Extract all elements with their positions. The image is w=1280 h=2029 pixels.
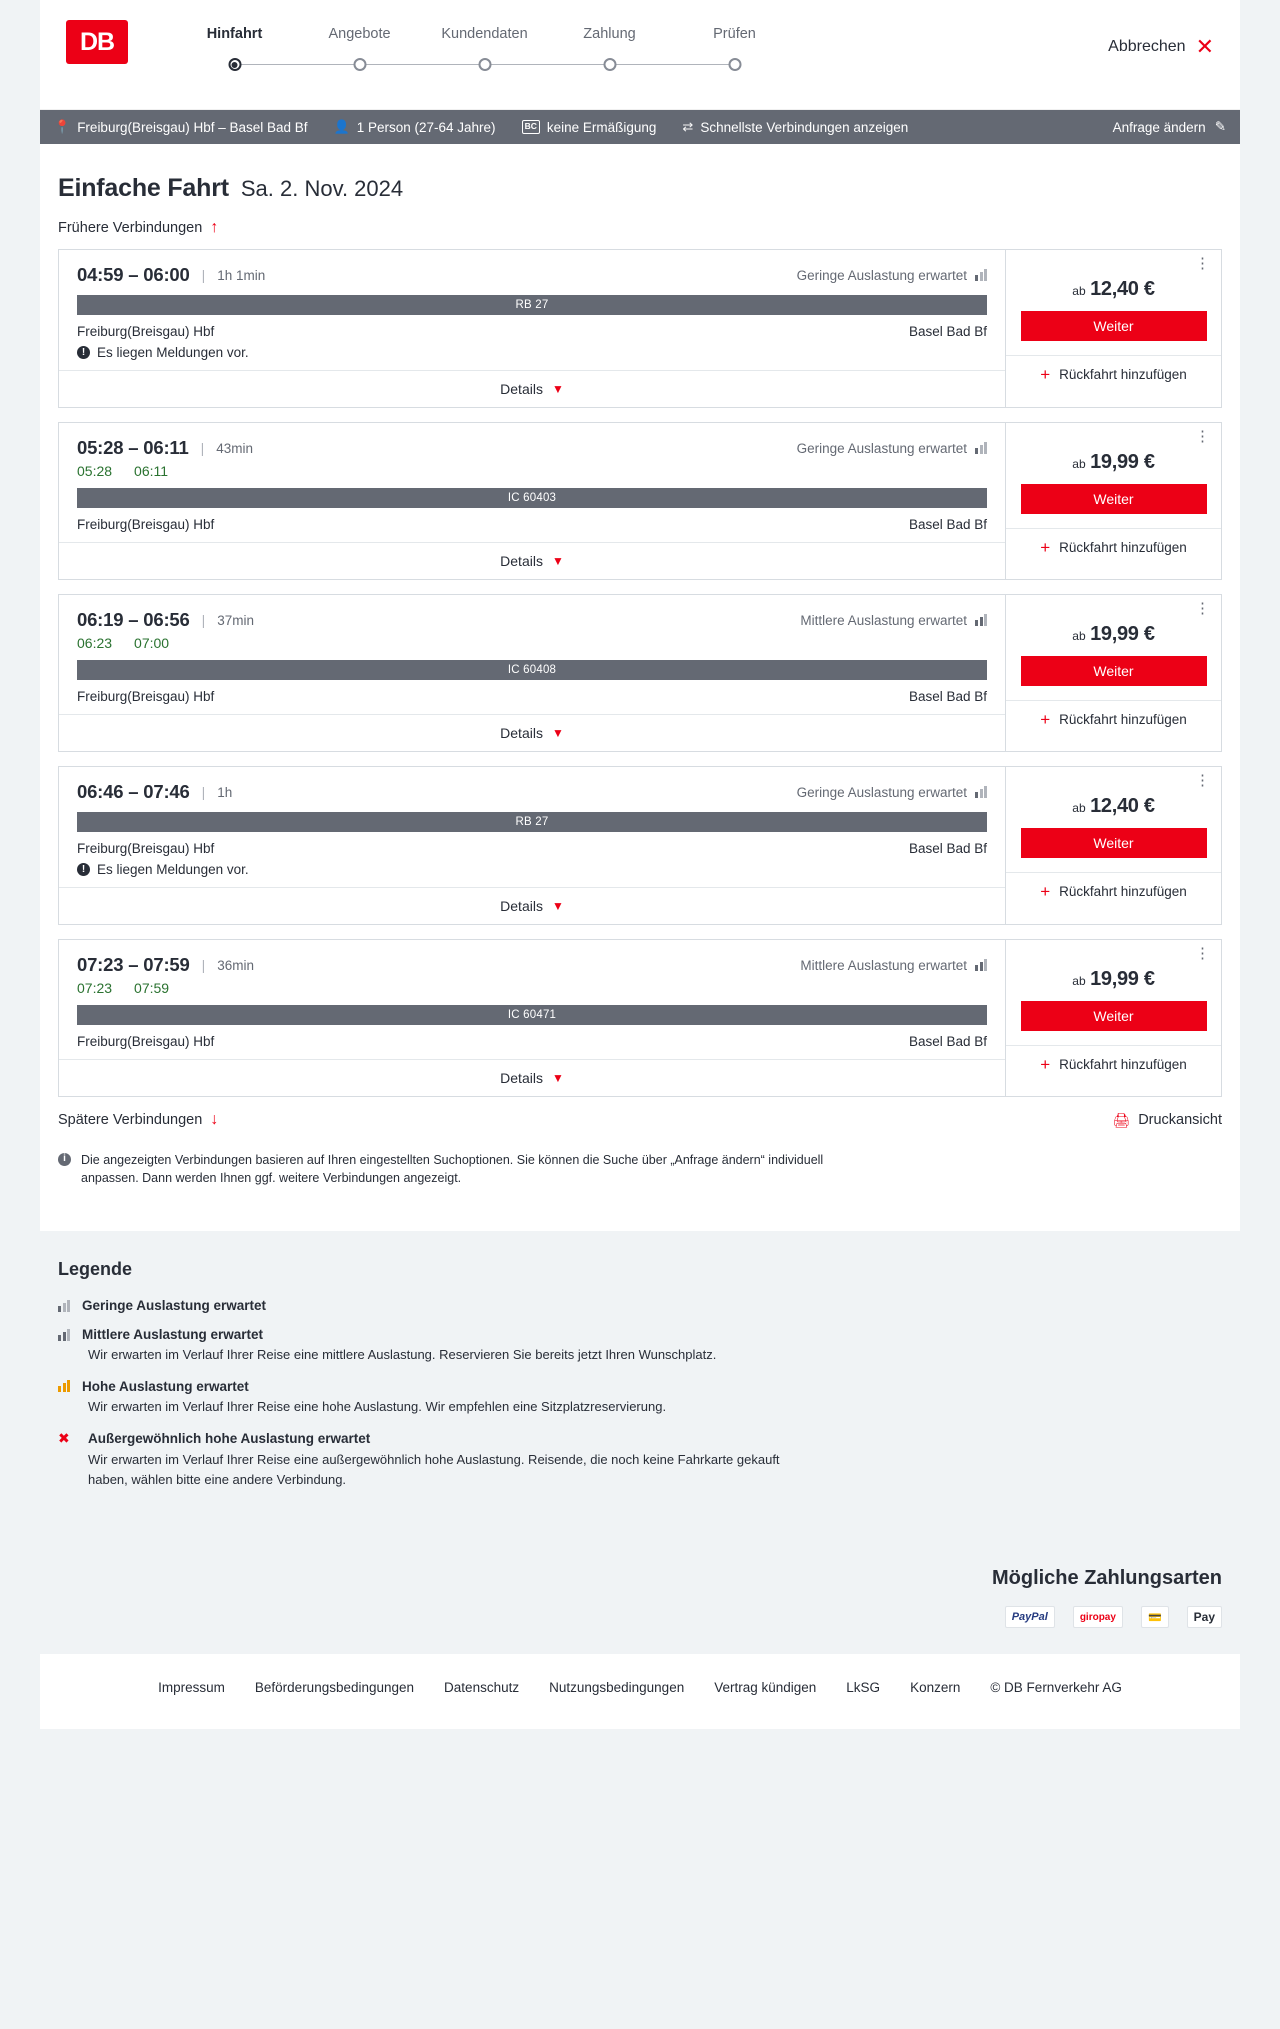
occupancy-icon [975, 786, 987, 798]
connection-card[interactable] [58, 939, 1222, 1097]
price-prefix: ab [1072, 974, 1086, 988]
connection-notice-text: Es liegen Meldungen vor. [97, 345, 249, 360]
divider: | [201, 784, 206, 800]
connection-header [77, 609, 987, 631]
connection-details [59, 940, 1006, 1096]
continue-button[interactable]: Weiter [1021, 484, 1207, 514]
plus-icon: + [1040, 881, 1051, 901]
occupancy-info [797, 785, 987, 800]
details-toggle[interactable] [59, 714, 1005, 751]
occupancy-icon [975, 614, 987, 626]
details-label: Details [500, 898, 543, 914]
continue-button[interactable]: Weiter [1021, 656, 1207, 686]
connection-notice[interactable] [77, 345, 987, 360]
train-line-bar[interactable] [77, 1005, 987, 1025]
search-hint [58, 1151, 848, 1187]
payment-icon-giropay: giropay [1073, 1606, 1123, 1628]
price-value: 19,99 € [1090, 451, 1155, 473]
step-dot [228, 58, 241, 71]
chevron-down-icon: ▼ [551, 382, 564, 396]
occupancy-icon [58, 1300, 70, 1312]
price-block [1020, 278, 1207, 301]
arrival-station: Basel Bad Bf [908, 517, 987, 532]
add-return-trip-label: Rückfahrt hinzufügen [1059, 883, 1187, 899]
chevron-down-icon: ▼ [551, 726, 564, 740]
arrow-down-icon: ↓ [210, 1111, 219, 1128]
occupancy-icon [975, 959, 987, 971]
occupancy-info [800, 613, 987, 628]
occupancy-label: Geringe Auslastung erwartet [796, 267, 967, 283]
close-icon[interactable]: ✕ [1195, 34, 1214, 59]
more-options-icon[interactable]: ⋮ [1195, 945, 1211, 962]
details-toggle[interactable] [59, 370, 1005, 407]
later-connections-button[interactable] [58, 1111, 218, 1129]
legend-item-header [58, 1298, 1222, 1313]
print-view-label: Druckansicht [1138, 1112, 1222, 1128]
chevron-down-icon: ▼ [551, 1071, 564, 1085]
connection-details [59, 767, 1006, 924]
price-prefix: ab [1072, 801, 1086, 815]
summary-passengers[interactable] [334, 119, 496, 135]
departure-station: Freiburg(Breisgau) Hbf [77, 689, 215, 704]
realtime-arrival: 06:11 [134, 463, 169, 479]
price-block [1020, 968, 1207, 991]
connection-duration: 37min [217, 612, 255, 628]
booking-stepper-bar [40, 0, 1240, 110]
train-name: IC 60471 [507, 1009, 557, 1021]
more-options-icon[interactable]: ⋮ [1195, 255, 1211, 272]
train-name: IC 60408 [507, 664, 557, 676]
chevron-down-icon: ▼ [551, 554, 564, 568]
step-label: Prüfen [713, 26, 756, 42]
print-view-button[interactable] [1112, 1112, 1222, 1129]
occupancy-label: Mittlere Auslastung erwartet [800, 612, 967, 628]
departure-station: Freiburg(Breisgau) Hbf [77, 1034, 215, 1049]
footer-link[interactable]: Vertrag kündigen [714, 1680, 817, 1696]
legend-item-title: Hohe Auslastung erwartet [82, 1378, 249, 1394]
connection-offer [1006, 423, 1221, 579]
price-prefix: ab [1072, 457, 1086, 471]
occupancy-info [797, 441, 987, 456]
footer-link[interactable]: Nutzungsbedingungen [549, 1680, 685, 1696]
results-bottom-tools [40, 1111, 1240, 1129]
connection-header [77, 781, 987, 803]
payment-icons [58, 1606, 1222, 1628]
chevron-down-icon: ▼ [551, 899, 564, 913]
connection-notice-text: Es liegen Meldungen vor. [97, 862, 249, 877]
realtime-departure: 06:23 [77, 635, 113, 651]
swap-icon: ⇄ [682, 119, 694, 134]
price-value: 12,40 € [1090, 278, 1155, 300]
add-return-trip-button[interactable] [1006, 700, 1221, 737]
add-return-trip-label: Rückfahrt hinzufügen [1059, 366, 1187, 382]
divider: | [201, 267, 206, 283]
step-indicator [172, 54, 297, 78]
train-name: RB 27 [515, 299, 549, 311]
step-dot [603, 58, 616, 71]
realtime-arrival: 07:00 [134, 635, 170, 651]
summary-route-label: Freiburg(Breisgau) Hbf – Basel Bad Bf [77, 119, 308, 135]
price-value: 12,40 € [1090, 795, 1155, 817]
connection-stations [77, 841, 987, 856]
occupancy-info [800, 958, 987, 973]
price-value: 19,99 € [1090, 623, 1155, 645]
add-return-trip-button[interactable] [1006, 1045, 1221, 1082]
results-header [40, 174, 1240, 203]
search-summary-bar [40, 110, 1240, 144]
edit-request-label: Anfrage ändern [1112, 119, 1206, 135]
divider: | [201, 612, 206, 628]
train-name: RB 27 [515, 816, 549, 828]
add-return-trip-button[interactable] [1006, 355, 1221, 392]
step-connector [485, 64, 610, 65]
train-name: IC 60403 [507, 492, 557, 504]
continue-button[interactable]: Weiter [1021, 1001, 1207, 1031]
legend-item-title: Außergewöhnlich hohe Auslastung erwartet [88, 1431, 371, 1447]
edit-request-button[interactable] [1113, 119, 1226, 135]
connection-offer [1006, 250, 1221, 407]
arrival-station: Basel Bad Bf [908, 1034, 987, 1049]
details-label: Details [500, 1070, 543, 1086]
cancel-button[interactable] [1108, 36, 1214, 58]
price-block [1020, 795, 1207, 818]
connection-header [77, 437, 987, 459]
stepper [172, 26, 797, 78]
db-logo[interactable]: DB [66, 20, 128, 64]
realtime-departure: 07:23 [77, 980, 113, 996]
connection-details [59, 423, 1006, 579]
connection-duration: 1h 1min [217, 267, 266, 283]
footer-link[interactable]: LkSG [846, 1680, 881, 1696]
connection-card[interactable] [58, 249, 1222, 408]
connection-details [59, 595, 1006, 751]
step-connector [235, 64, 360, 65]
pin-icon: 📍 [54, 119, 71, 134]
payment-icon-kreditkarte: 💳 [1141, 1606, 1169, 1628]
occupancy-icon [58, 1329, 70, 1341]
legend-title: Legende [58, 1259, 133, 1280]
connection-card[interactable] [58, 422, 1222, 580]
page-footer [40, 1654, 1240, 1729]
occupancy-icon [975, 269, 987, 281]
connection-offer [1006, 940, 1221, 1096]
train-line-bar[interactable] [77, 660, 987, 680]
payment-methods-title: Mögliche Zahlungsarten [991, 1567, 1222, 1590]
step-hinfahrt[interactable] [172, 26, 297, 78]
step-label: Zahlung [583, 26, 636, 42]
departure-station: Freiburg(Breisgau) Hbf [77, 324, 215, 339]
details-toggle[interactable] [59, 542, 1005, 579]
legend-item [58, 1327, 1222, 1365]
connection-stations [77, 1034, 987, 1049]
legend-item-desc: Wir erwarten im Verlauf Ihrer Reise eine hohe Auslastung. Wir empfehlen eine Sitzplatzreservierung. [88, 1398, 667, 1414]
earlier-connections-button[interactable] [40, 219, 1240, 237]
continue-button[interactable]: Weiter [1021, 828, 1207, 858]
legend-item-header [58, 1430, 1222, 1447]
connection-stations [77, 517, 987, 532]
train-line-bar[interactable] [77, 812, 987, 832]
realtime-times [77, 635, 987, 651]
connection-offer [1006, 595, 1221, 751]
occupancy-icon [975, 442, 987, 454]
travel-date: Sa. 2. Nov. 2024 [240, 176, 404, 201]
connection-offer [1006, 767, 1221, 924]
add-return-trip-label: Rückfahrt hinzufügen [1059, 1056, 1187, 1072]
realtime-departure: 05:28 [77, 463, 113, 479]
summary-option[interactable] [682, 119, 908, 135]
realtime-times [77, 980, 987, 996]
connection-card[interactable] [58, 594, 1222, 752]
arrival-station: Basel Bad Bf [908, 689, 987, 704]
more-options-icon[interactable]: ⋮ [1195, 428, 1211, 445]
plus-icon: + [1040, 364, 1051, 384]
person-icon: 👤 [333, 119, 350, 134]
cancel-label: Abbrechen [1108, 38, 1186, 55]
step-prüfen[interactable] [672, 26, 797, 78]
occupancy-label: Geringe Auslastung erwartet [796, 784, 967, 800]
price-block [1020, 451, 1207, 474]
price-value: 19,99 € [1090, 968, 1155, 990]
pencil-icon[interactable]: ✎ [1214, 119, 1226, 134]
later-connections-label: Spätere Verbindungen [58, 1112, 203, 1128]
divider: | [200, 440, 205, 456]
details-label: Details [500, 381, 543, 397]
legend-item [58, 1298, 1222, 1313]
legend-item [58, 1430, 1222, 1489]
connection-times: 05:28 – 06:11 [77, 437, 189, 458]
summary-discount[interactable] [522, 120, 657, 135]
summary-option-label: Schnellste Verbindungen anzeigen [700, 119, 909, 135]
legend-item-header [58, 1379, 1222, 1394]
earlier-connections-label: Frühere Verbindungen [58, 220, 203, 236]
footer-link[interactable]: Datenschutz [444, 1680, 520, 1696]
search-hint-text: Die angezeigten Verbindungen basieren auf Ihren eingestellten Suchoptionen. Sie können die Suche über „Anfrage ändern“ individuell anpassen. Dann werden Ihnen ggf. weitere Verbindungen angezeigt. [81, 1153, 824, 1186]
connection-details [59, 250, 1006, 407]
page-title: Einfache Fahrt [58, 174, 229, 202]
summary-route[interactable] [54, 119, 308, 135]
occupancy-label: Geringe Auslastung erwartet [796, 440, 967, 456]
realtime-times [77, 463, 987, 479]
departure-station: Freiburg(Breisgau) Hbf [77, 517, 215, 532]
connection-times: 04:59 – 06:00 [77, 264, 190, 285]
connection-header [77, 954, 987, 976]
departure-station: Freiburg(Breisgau) Hbf [77, 841, 215, 856]
results-panel [40, 144, 1240, 1231]
occupancy-label: Mittlere Auslastung erwartet [800, 957, 967, 973]
footer-link[interactable]: Konzern [910, 1680, 961, 1696]
price-prefix: ab [1072, 629, 1086, 643]
train-line-bar[interactable] [77, 295, 987, 315]
more-options-icon[interactable]: ⋮ [1195, 772, 1211, 789]
plus-icon: + [1040, 537, 1051, 557]
legend-item-title: Mittlere Auslastung erwartet [82, 1327, 264, 1343]
legend-item-desc: Wir erwarten im Verlauf Ihrer Reise eine mittlere Auslastung. Reservieren Sie bereits jetzt Ihren Wunschplatz. [88, 1347, 717, 1363]
connection-times: 06:19 – 06:56 [77, 609, 190, 630]
connection-times: 06:46 – 07:46 [77, 781, 190, 802]
occupancy-very-high-icon: ✖ [58, 1430, 70, 1447]
payment-methods-section [40, 1537, 1240, 1654]
step-angebote[interactable] [297, 26, 422, 78]
step-indicator [547, 54, 672, 78]
occupancy-info [797, 268, 987, 283]
train-line-bar[interactable] [77, 488, 987, 508]
legend-section [40, 1231, 1240, 1537]
step-zahlung[interactable] [547, 26, 672, 78]
step-label: Angebote [328, 26, 391, 42]
printer-icon: 🖨 [1112, 1111, 1131, 1128]
arrow-up-icon: ↑ [210, 219, 219, 236]
more-options-icon[interactable]: ⋮ [1195, 600, 1211, 617]
step-label: Hinfahrt [206, 26, 263, 42]
connection-header [77, 264, 987, 286]
connection-duration: 36min [217, 957, 255, 973]
arrival-station: Basel Bad Bf [908, 324, 987, 339]
step-dot [478, 58, 491, 71]
details-toggle[interactable] [59, 1059, 1005, 1096]
details-label: Details [500, 725, 543, 741]
legend-item-header [58, 1327, 1222, 1342]
price-prefix: ab [1072, 284, 1086, 298]
add-return-trip-label: Rückfahrt hinzufügen [1059, 539, 1187, 555]
info-icon: i [58, 1153, 71, 1166]
connection-duration: 43min [216, 440, 254, 456]
legend-item-title: Geringe Auslastung erwartet [82, 1298, 267, 1314]
footer-link[interactable]: Impressum [158, 1680, 225, 1696]
connection-stations [77, 689, 987, 704]
realtime-arrival: 07:59 [134, 980, 170, 996]
payment-icon-apple-pay: Pay [1187, 1606, 1222, 1628]
occupancy-icon [58, 1380, 70, 1392]
connection-duration: 1h [217, 784, 233, 800]
plus-icon: + [1040, 1054, 1051, 1074]
details-label: Details [500, 553, 543, 569]
arrival-station: Basel Bad Bf [908, 841, 987, 856]
step-connector [610, 64, 735, 65]
legend-item [58, 1379, 1222, 1417]
add-return-trip-button[interactable] [1006, 528, 1221, 565]
add-return-trip-button[interactable] [1006, 872, 1221, 909]
step-label: Kundendaten [441, 26, 528, 42]
connection-times: 07:23 – 07:59 [77, 954, 190, 975]
footer-link[interactable]: Beförderungsbedingungen [254, 1680, 415, 1696]
footer-links [40, 1680, 1240, 1695]
footer-copyright: © DB Fernverkehr AG [990, 1680, 1122, 1696]
connection-stations [77, 324, 987, 339]
payment-icon-paypal: PayPal [1005, 1606, 1055, 1628]
connection-list [40, 249, 1240, 1097]
connection-notice[interactable] [77, 862, 987, 877]
bahncard-icon: BC [522, 120, 540, 133]
legend-item-desc: Wir erwarten im Verlauf Ihrer Reise eine außergewöhnlich hohe Auslastung. Reisende, die noch keine Fahrkarte gekauft haben, wählen bitte eine andere Verbindung. [88, 1452, 780, 1487]
step-indicator [672, 54, 797, 78]
details-toggle[interactable] [59, 887, 1005, 924]
legend-items [58, 1298, 1222, 1489]
step-kundendaten[interactable] [422, 26, 547, 78]
connection-card[interactable] [58, 766, 1222, 925]
step-dot [728, 58, 741, 71]
step-indicator [297, 54, 422, 78]
add-return-trip-label: Rückfahrt hinzufügen [1059, 711, 1187, 727]
alert-icon: ! [77, 863, 90, 876]
step-dot [353, 58, 366, 71]
summary-passengers-label: 1 Person (27-64 Jahre) [356, 119, 496, 135]
divider: | [201, 957, 206, 973]
plus-icon: + [1040, 709, 1051, 729]
step-connector [360, 64, 485, 65]
price-block [1020, 623, 1207, 646]
summary-discount-label: keine Ermäßigung [546, 119, 657, 135]
step-indicator [422, 54, 547, 78]
continue-button[interactable]: Weiter [1021, 311, 1207, 341]
alert-icon: ! [77, 346, 90, 359]
